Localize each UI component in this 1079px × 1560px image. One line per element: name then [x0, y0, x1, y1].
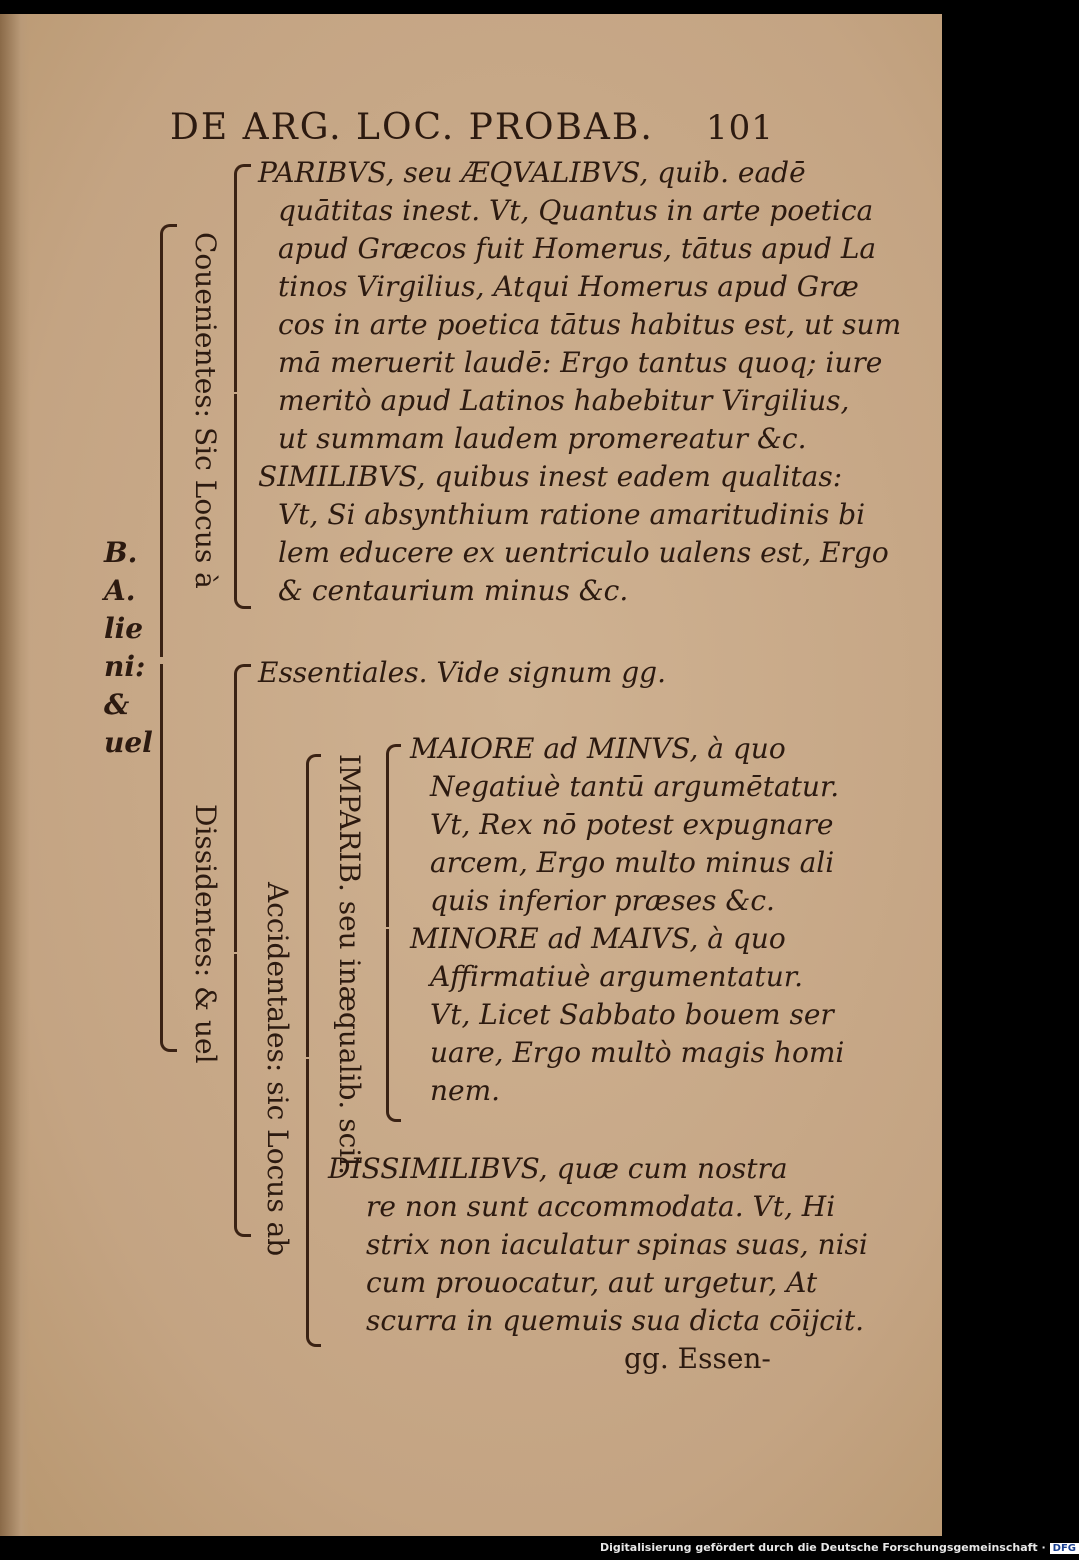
- paribus-line: cos in arte poetica tātus habitus est, ut sum: [278, 308, 902, 341]
- dissidentes-label: Dissidentes: & uel: [189, 804, 222, 1064]
- similibus-line: SIMILIBVS, quibus inest eadem qualitas:: [258, 460, 843, 493]
- maiore-line: quis inferior præses &c.: [430, 884, 775, 917]
- margin-line: uel: [104, 726, 153, 759]
- dissimilibus-line: cum prouocatur, aut urgetur, At: [366, 1266, 818, 1299]
- similibus-line: Vt, Si absynthium ratione amaritudinis bi: [278, 498, 866, 531]
- minore-block: [410, 920, 786, 958]
- brace-imparibus-upper: [386, 744, 401, 927]
- dissimilibus-line: DISSIMILIBVS, quæ cum nostra: [328, 1152, 788, 1185]
- dissimilibus-block: [328, 1150, 788, 1188]
- digitization-credit: [600, 1541, 1079, 1554]
- dfg-logo: DFG: [1050, 1543, 1079, 1554]
- margin-label: [104, 534, 154, 762]
- similibus-line: & centaurium minus &c.: [278, 574, 629, 607]
- running-title: DE ARG. LOC. PROBAB.: [170, 107, 654, 148]
- dissimilibus-line: scurra in quemuis sua dicta cōijcit.: [366, 1304, 865, 1337]
- brace-convenientes-lower: [234, 394, 251, 609]
- paribus-line: quātitas inest. Vt, Quantus in arte poetica: [278, 194, 874, 227]
- catchword: gg. Essen-: [624, 1342, 771, 1375]
- paribus-line: meritò apud Latinos habebitur Virgilius,: [278, 384, 850, 417]
- dissimilibus-line: re non sunt accommodata. Vt, Hi: [366, 1190, 836, 1223]
- similibus-line: lem educere ex uentriculo ualens est, Ergo: [278, 536, 889, 569]
- paribus-continuation: [278, 192, 901, 458]
- brace-accidentales-lower: [306, 1059, 321, 1347]
- maiore-line: MAIORE ad MINVS, à quo: [410, 732, 786, 765]
- brace-dissidentes-lower: [234, 954, 251, 1237]
- brace-imparibus-lower: [386, 929, 401, 1122]
- brace-outer-upper: [160, 224, 177, 657]
- minore-line: uare, Ergo multò magis homi: [430, 1036, 845, 1069]
- paribus-line: PARIBVS, seu ÆQVALIBVS, quib. eadē: [258, 156, 806, 189]
- paribus-block: [258, 154, 806, 192]
- margin-line: lie: [104, 612, 144, 645]
- maiore-line: Vt, Rex nō potest expugnare: [430, 808, 834, 841]
- paribus-line: tinos Virgilius, Atqui Homerus apud Græ: [278, 270, 859, 303]
- minore-line: Affirmatiuè argumentatur.: [430, 960, 803, 993]
- brace-convenientes-upper: [234, 164, 251, 392]
- paribus-line: mā meruerit laudē: Ergo tantus quoq; iure: [278, 346, 883, 379]
- maiore-continuation: [430, 768, 839, 920]
- imparibus-label: IMPARIB. seu inæqualib. scil.: [333, 754, 366, 1176]
- margin-line: ni:: [104, 650, 146, 683]
- maiore-line: arcem, Ergo multo minus ali: [430, 846, 835, 879]
- margin-line: &: [104, 688, 130, 721]
- convenientes-label: Couenientes: Sic Locus à: [189, 232, 222, 589]
- accidentales-label: Accidentales: sic Locus ab: [261, 882, 294, 1257]
- brace-dissidentes-upper: [234, 664, 251, 952]
- maiore-line: Negatiuè tantū argumētatur.: [430, 770, 840, 803]
- brace-outer-lower: [160, 664, 177, 1052]
- book-spine-shadow: [0, 14, 30, 1536]
- dissimilibus-continuation: [366, 1188, 868, 1340]
- maiore-block: [410, 730, 786, 768]
- minore-line: nem.: [430, 1074, 501, 1107]
- page-number: 101: [706, 108, 774, 148]
- minore-continuation: [430, 958, 844, 1110]
- paribus-line: ut summam laudem promereatur &c.: [278, 422, 807, 455]
- paribus-line: apud Græcos fuit Homerus, tātus apud La: [278, 232, 877, 265]
- margin-line: A.: [104, 574, 136, 607]
- book-page: [0, 14, 942, 1536]
- margin-line: B.: [104, 536, 138, 569]
- minore-line: Vt, Licet Sabbato bouem ser: [430, 998, 834, 1031]
- dissimilibus-line: strix non iaculatur spinas suas, nisi: [366, 1228, 868, 1261]
- brace-accidentales-upper: [306, 754, 321, 1057]
- similibus-continuation: [278, 496, 889, 610]
- similibus-block: [258, 458, 842, 496]
- essentiales-line: Essentiales. Vide signum gg.: [258, 656, 666, 689]
- minore-line: MINORE ad MAIVS, à quo: [410, 922, 786, 955]
- credit-text: Digitalisierung gefördert durch die Deutsche Forschungsgemeinschaft ·: [600, 1541, 1046, 1554]
